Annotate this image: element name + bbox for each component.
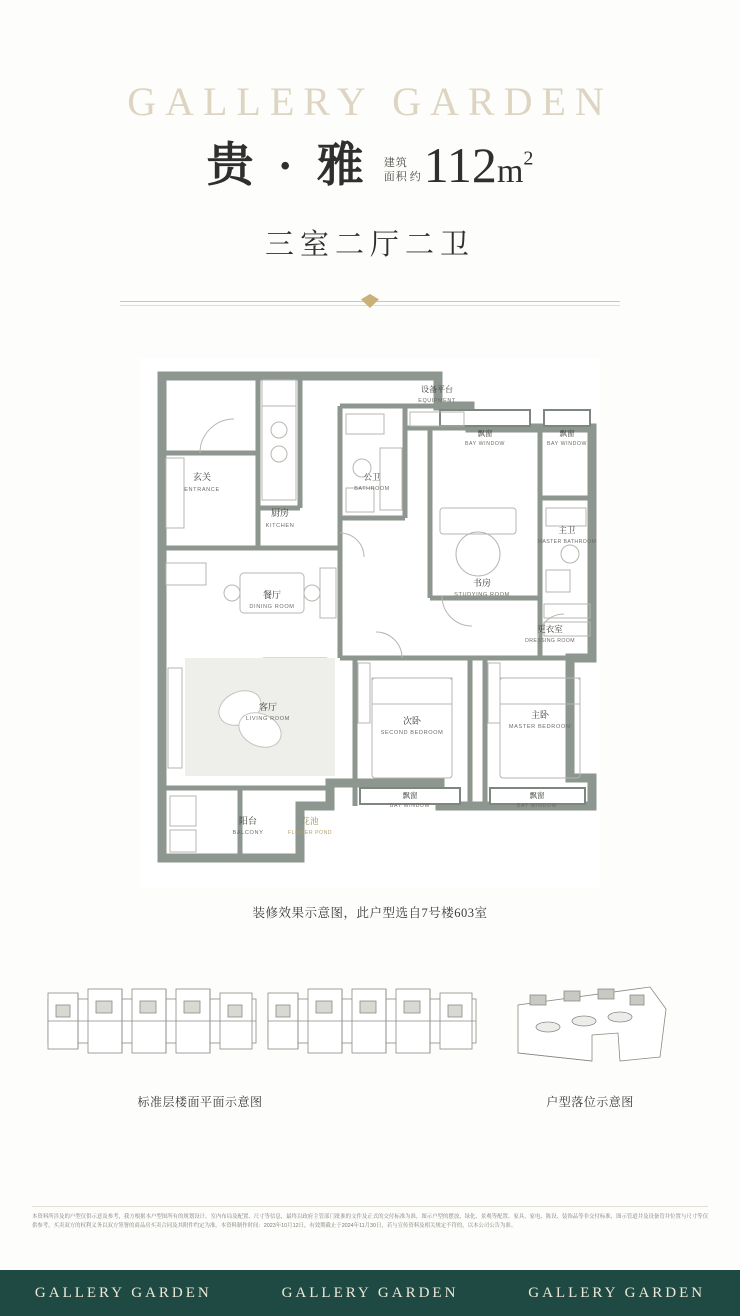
area-value: [423, 137, 534, 193]
room-label-en: DRESSING ROOM: [525, 638, 575, 644]
disclaimer-text: 本资料所涉及的户型仅供示意及参考，我方根据本户型图所有的规划设计、室内布局及配置、尺寸等信息，最终以政府主管部门批准的文件及正式的交付标准为准，图示户型的摆放、绿化、景观等配置、家具、家电、陈设、装饰品等非交付标准，图示管道井及设备管井位置与尺寸等仅供参考，买卖双方的权利义务以双方签署的商品房买卖合同及其附件约定为准。本资料制作时间：2023年10月12日，有效期截止于2024年11月30日，若与宣传资料及相关规定不符的，以本公司公告为准。: [32, 1206, 708, 1231]
room-label-cn: 飘窗: [477, 429, 493, 438]
room-label-en: BAY WINDOW: [546, 441, 588, 447]
area-label-line1: 建筑: [383, 157, 408, 169]
room-label-en: MASTER BEDROOM: [508, 724, 572, 730]
key-plan-middle: [262, 975, 482, 1075]
room-label-en: EQUIPMENT: [418, 398, 456, 404]
room-label-en: DINING ROOM: [249, 604, 295, 610]
room-label-en: STUDYING ROOM: [454, 592, 510, 598]
key-plan-site: [500, 975, 680, 1090]
area-superscript: 2: [523, 147, 534, 170]
room-label-en: BAY WINDOW: [389, 803, 431, 809]
plan-caption: 装修效果示意图，此户型选自7号楼603室: [252, 906, 488, 920]
key-plan-site-caption: 户型落位示意图: [546, 1095, 634, 1109]
footer-brand-2: GALLERY GARDEN: [247, 1285, 494, 1302]
approx-label: 约: [409, 171, 421, 183]
room-label-cn: 公卫: [363, 472, 381, 482]
room-label-cn: 飘窗: [559, 429, 575, 438]
page-subtitle: 三室二厅二卫: [264, 229, 475, 261]
room-label-cn: 设备平台: [421, 385, 453, 394]
floor-plan: [140, 358, 600, 888]
room-label-cn: 客厅: [258, 702, 278, 712]
room-label-cn: 更衣室: [537, 624, 563, 634]
area-label-line2: 面积: [383, 171, 408, 183]
room-label-en: BAY WINDOW: [464, 441, 506, 447]
area-number: 112: [423, 137, 497, 193]
room-label-en: MASTER BATHROOM: [537, 539, 597, 545]
room-label-en: BALCONY: [232, 830, 264, 836]
room-label-en: KITCHEN: [265, 523, 295, 529]
footer-bar: [0, 1270, 740, 1316]
room-label-en: SECOND BEDROOM: [380, 730, 444, 736]
area-label: [384, 156, 408, 184]
footer-brand-1: GALLERY GARDEN: [34, 1284, 212, 1301]
room-label-en: FLOWER POND: [287, 830, 333, 836]
key-plans: [0, 975, 740, 1115]
room-label-cn: 花池: [301, 816, 319, 826]
page-title: 贵 · 雅: [206, 140, 370, 192]
brand-watermark: GALLERY GARDEN: [127, 79, 613, 124]
room-label-cn: 主卧: [530, 710, 550, 720]
room-label-cn: 次卧: [402, 716, 422, 726]
room-label-cn: 阳台: [238, 816, 258, 826]
key-plan-left-caption: 标准层楼面平面示意图: [137, 1095, 263, 1109]
key-plan-left: [42, 975, 262, 1075]
room-label-en: BAY WINDOW: [516, 803, 558, 809]
room-label-cn: 主卫: [558, 525, 576, 535]
room-label-cn: 厨房: [270, 508, 290, 518]
ornamental-divider: [120, 292, 620, 310]
room-label-en: ENTRANCE: [184, 487, 220, 493]
title-row: [0, 137, 740, 193]
room-label-cn: 餐厅: [262, 590, 282, 600]
room-label-cn: 飘窗: [402, 791, 418, 800]
room-label-cn: 书房: [472, 578, 492, 588]
area-unit: m: [496, 153, 524, 190]
footer-brand-3: GALLERY GARDEN: [493, 1285, 740, 1302]
room-label-cn: 飘窗: [529, 791, 545, 800]
room-label-cn: 玄关: [192, 472, 212, 482]
room-label-en: BATHROOM: [354, 486, 390, 492]
room-label-en: LIVING ROOM: [246, 716, 290, 722]
